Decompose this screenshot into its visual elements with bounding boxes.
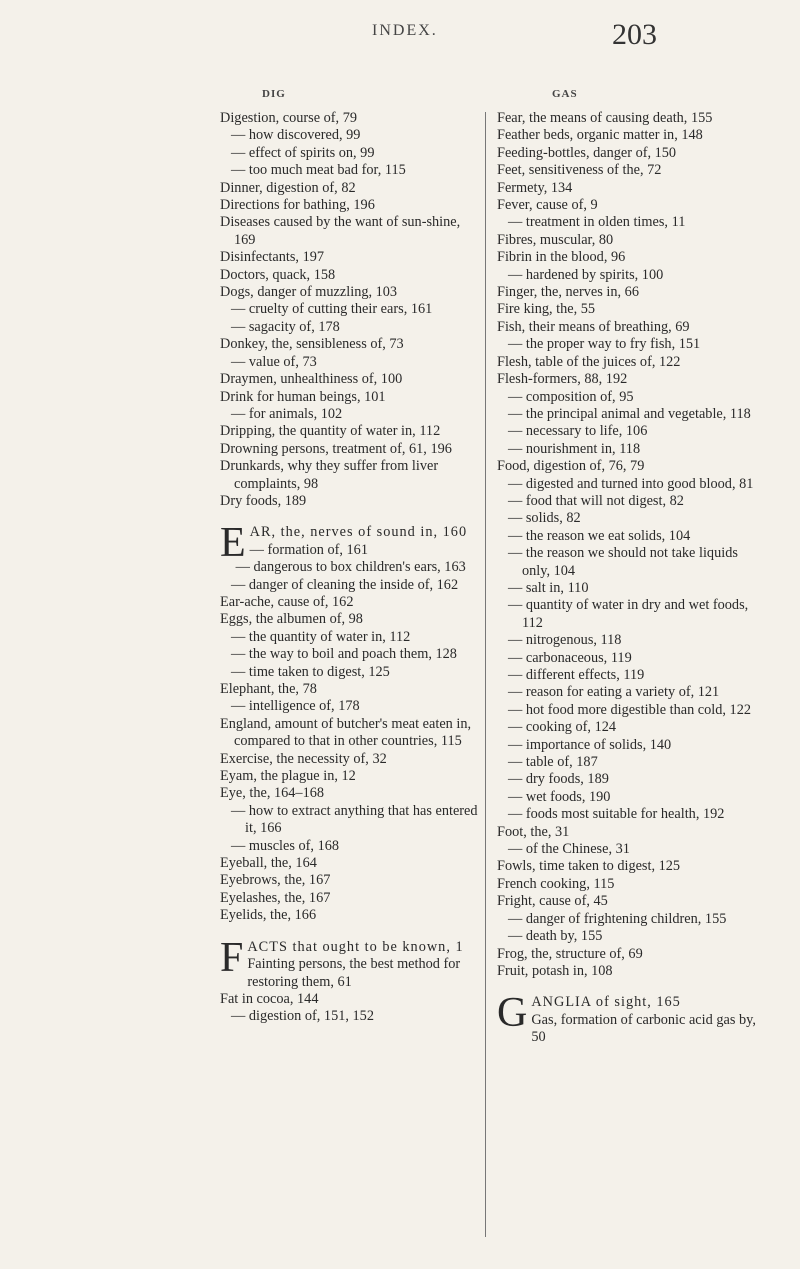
index-entry: — effect of spirits on, 99	[231, 144, 375, 161]
index-entry: Ear-ache, cause of, 162	[220, 593, 354, 610]
index-entry: — how discovered, 99	[231, 127, 361, 144]
index-entry: Fowls, time taken to digest, 125	[497, 858, 681, 875]
index-entry: — the reason we should not take liquids only, 104	[508, 545, 738, 579]
index-entry: — nourishment in, 118	[508, 440, 641, 457]
page-header	[0, 20, 800, 60]
index-entry: Dinner, digestion of, 82	[220, 179, 356, 196]
index-entry: — death by, 155	[508, 928, 603, 945]
index-entry: Drunkards, why they suffer from liver complaints, 98	[220, 458, 439, 492]
index-entry: — dangerous to box children's ears, 163	[235, 559, 466, 576]
page-number: 203	[612, 18, 657, 51]
index-entry: Food, digestion of, 76, 79	[497, 458, 645, 475]
index-entry: Draymen, unhealthiness of, 100	[220, 371, 403, 388]
index-entry: — nitrogenous, 118	[508, 632, 622, 649]
index-entry: — foods most suitable for health, 192	[508, 806, 725, 823]
index-entry: Fermety, 134	[497, 179, 573, 196]
entries-e	[220, 559, 478, 925]
index-entry: Eyebrows, the, 167	[220, 872, 331, 889]
index-entry: Diseases caused by the want of sun-shine, 169	[220, 214, 461, 248]
index-entry: — sagacity of, 178	[231, 318, 340, 335]
index-entry: — dry foods, 189	[508, 771, 609, 788]
index-entry: — different effects, 119	[508, 667, 645, 683]
index-entry: Feet, sensitiveness of the, 72	[497, 162, 662, 179]
index-entry: — how to extract anything that has entered it, 166	[231, 802, 478, 837]
dropcap-f: F	[220, 934, 244, 981]
index-entry: — cruelty of cutting their ears, 161	[231, 301, 433, 318]
index-entry: — food that will not digest, 82	[508, 492, 684, 509]
section-e-lead2: — formation of, 161	[249, 541, 368, 558]
index-entry: — for animals, 102	[231, 405, 343, 422]
index-entry: Elephant, the, 78	[220, 681, 317, 697]
guide-word-left: DIG	[262, 88, 286, 100]
index-entry: — time taken to digest, 125	[231, 663, 390, 680]
index-entry: Frog, the, structure of, 69	[497, 945, 643, 962]
index-entry: — value of, 73	[231, 353, 317, 370]
index-entry: — too much meat bad for, 115	[231, 162, 406, 179]
section-g-lead2: Gas, formation of carbonic acid gas by, 50	[531, 1011, 756, 1046]
index-entry: — muscles of, 168	[231, 837, 340, 854]
index-entry: — of the Chinese, 31	[508, 841, 630, 858]
index-entry: Dogs, danger of muzzling, 103	[220, 284, 398, 301]
index-entry: — wet foods, 190	[508, 788, 611, 805]
index-entry: — the way to boil and poach them, 128	[231, 646, 457, 663]
index-entry: Drowning persons, treatment of, 61, 196	[220, 440, 452, 457]
section-e-lead: AR, the, nerves of sound in, 160	[249, 524, 468, 541]
index-entry: Fish, their means of breathing, 69	[497, 318, 690, 335]
index-entry: Directions for bathing, 196	[220, 197, 375, 214]
index-entry: — the proper way to fry fish, 151	[508, 336, 701, 353]
index-entry: Feather beds, organic matter in, 148	[497, 127, 703, 144]
index-entry: Flesh-formers, 88, 192	[497, 371, 628, 388]
index-entry: — the quantity of water in, 112	[231, 628, 411, 645]
index-entry: Fat in cocoa, 144	[220, 990, 319, 1007]
index-entry: — solids, 82	[508, 510, 581, 527]
index-entry: Fever, cause of, 9	[497, 197, 598, 214]
index-entry: — table of, 187	[508, 754, 598, 771]
index-entry: Dry foods, 189	[220, 492, 307, 509]
index-column-right	[497, 110, 759, 1047]
index-entry: Foot, the, 31	[497, 823, 570, 840]
index-entry: — danger of cleaning the inside of, 162	[231, 576, 459, 593]
index-entry: Doctors, quack, 158	[220, 266, 336, 283]
index-entry: Flesh, table of the juices of, 122	[497, 353, 681, 370]
index-entry: French cooking, 115	[497, 875, 615, 892]
index-entry: — digested and turned into good blood, 81	[508, 475, 754, 492]
index-entry: Dripping, the quantity of water in, 112	[220, 423, 441, 440]
index-entry: Feeding-bottles, danger of, 150	[497, 144, 677, 161]
section-f-start	[220, 934, 478, 991]
section-f-lead: ACTS that ought to be known, 1	[247, 938, 464, 955]
index-entry: Fruit, potash in, 108	[497, 962, 613, 979]
index-entry: Eggs, the albumen of, 98	[220, 611, 363, 628]
index-entry: — necessary to life, 106	[508, 423, 648, 440]
index-entry: Eyelashes, the, 167	[220, 889, 331, 906]
section-f-lead2: Fainting persons, the best method for restoring them, 61	[247, 956, 461, 990]
index-entry: Donkey, the, sensibleness of, 73	[220, 336, 404, 353]
index-entry: Exercise, the necessity of, 32	[220, 750, 387, 767]
index-entry: — digestion of, 151, 152	[231, 1008, 374, 1025]
index-entry: — danger of frightening children, 155	[508, 910, 727, 927]
index-entry: Eye, the, 164–168	[220, 785, 325, 802]
index-entry: — treatment in olden times, 11	[508, 214, 686, 231]
index-column-left	[220, 110, 478, 1026]
index-entry: Fear, the means of causing death, 155	[497, 110, 713, 126]
index-entry: — composition of, 95	[508, 388, 634, 405]
index-entry: Digestion, course of, 79	[220, 110, 357, 126]
index-entry: Fright, cause of, 45	[497, 893, 608, 910]
index-entry: Finger, the, nerves in, 66	[497, 284, 639, 301]
index-entry: Eyeball, the, 164	[220, 855, 317, 872]
entries-d	[220, 110, 478, 510]
index-entry: Fibres, muscular, 80	[497, 231, 614, 248]
index-entry: — carbonaceous, 119	[508, 649, 632, 666]
index-entry: — cooking of, 124	[508, 719, 617, 736]
index-entry: — the reason we eat solids, 104	[508, 527, 691, 544]
index-entry: — quantity of water in dry and wet foods, 112	[508, 597, 749, 631]
index-entry: — reason for eating a variety of, 121	[508, 684, 720, 701]
index-entry: — intelligence of, 178	[231, 698, 360, 715]
index-entry: England, amount of butcher's meat eaten in, compared to that in other countries, 115	[220, 715, 472, 750]
section-g-lead: ANGLIA of sight, 165	[531, 994, 681, 1011]
index-entry: — hot food more digestible than cold, 122	[508, 701, 752, 718]
index-entry: — importance of solids, 140	[508, 736, 672, 753]
column-divider	[485, 112, 486, 1237]
index-entry: Eyelids, the, 166	[220, 907, 317, 924]
index-entry: Fibrin in the blood, 96	[497, 249, 626, 266]
running-title: INDEX.	[372, 22, 438, 39]
entries-f-right	[497, 110, 759, 980]
index-entry: Fire king, the, 55	[497, 301, 596, 318]
index-entry: — hardened by spirits, 100	[508, 266, 664, 283]
index-entry: Disinfectants, 197	[220, 249, 325, 266]
entries-f	[220, 991, 478, 1026]
index-entry: Eyam, the plague in, 12	[220, 768, 356, 785]
section-e-start	[220, 520, 478, 567]
dropcap-g: G	[497, 990, 528, 1037]
guide-word-right: GAS	[552, 88, 578, 100]
index-entry: Drink for human beings, 101	[220, 388, 386, 405]
section-g-start	[497, 990, 759, 1046]
index-entry: — the principal animal and vegetable, 118	[508, 405, 751, 422]
dropcap-e: E	[220, 520, 246, 567]
index-entry: — salt in, 110	[508, 579, 589, 596]
